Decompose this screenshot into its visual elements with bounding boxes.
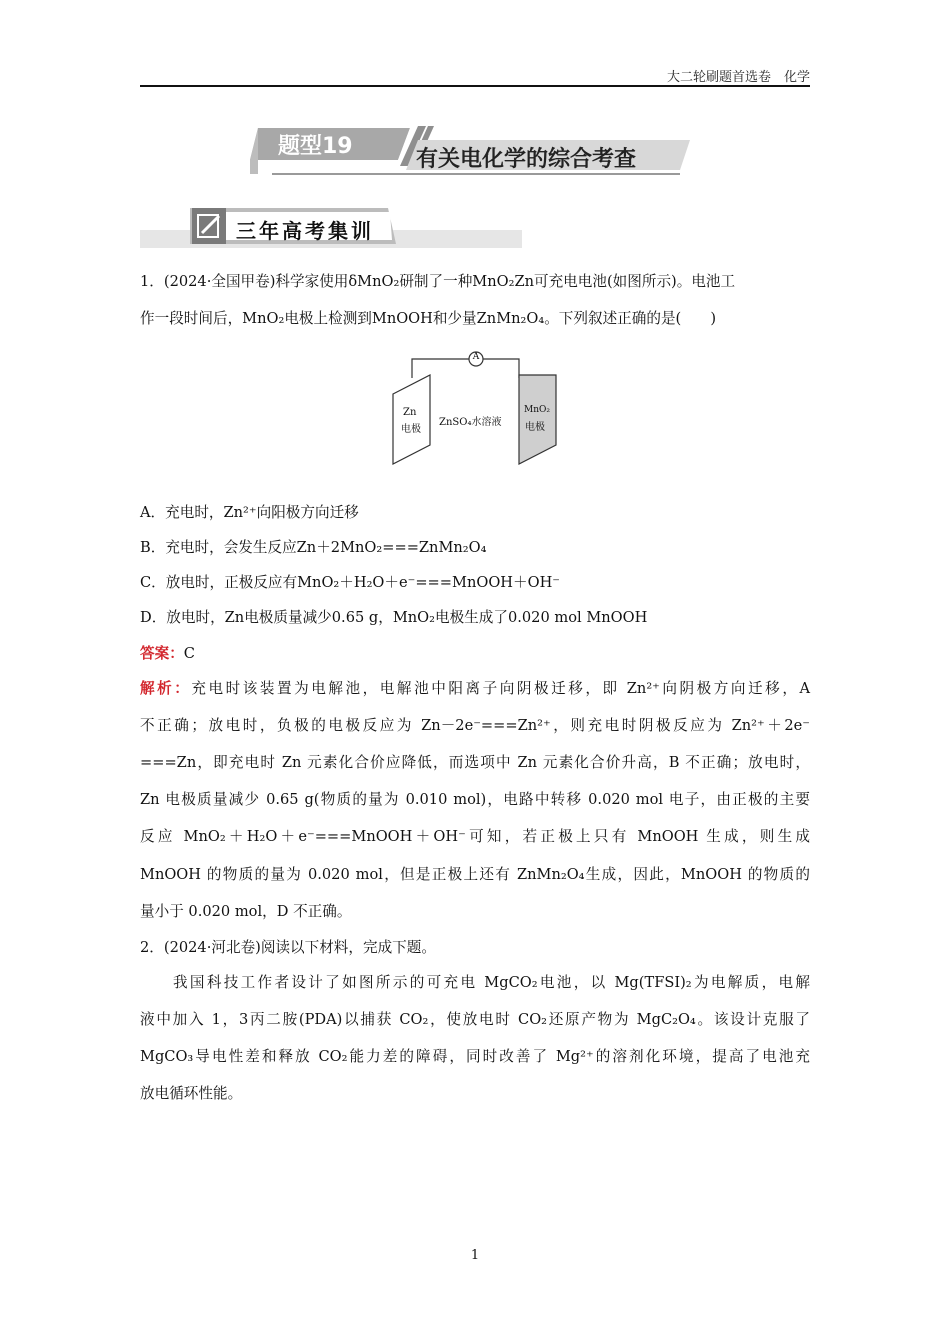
q1-option-d: D．放电时，Zn电极质量减少0.65 g，MnO₂电极生成了0.020 mol MnOOH (140, 609, 648, 626)
analysis-label: 解析： (140, 680, 192, 697)
header-subject: 化学 (783, 70, 810, 85)
analysis-text-1: 充电时该装置为电解池，电解池中阳离子向阴极迁移，即 Zn²⁺向阴极方向迁移，A (191, 680, 810, 697)
banner-title: 有关电化学的综合考查 (416, 147, 637, 172)
q1-analysis-line-2: 不正确；放电时，负极的电极反应为 Zn－2e⁻===Zn²⁺，则充电时阴极反应为 Zn²⁺＋2e⁻ (140, 717, 810, 734)
electrolyte-label: ZnSO₄水溶液 (439, 417, 502, 428)
q1-stem-line-2: 作一段时间后，MnO₂电极上检测到MnOOH和少量ZnMn₂O₄。下列叙述正确的是( ) (140, 310, 717, 327)
q2-para-line-4: 放电循环性能。 (140, 1085, 243, 1102)
q2-para-line-2: 液中加入 1，3丙二胺(PDA)以捕获 CO₂，使放电时 CO₂还原产物为 MgC₂O₄。该设计克服了 (140, 1011, 810, 1028)
banner-tag: 题型19 (278, 134, 353, 159)
q1-option-a: A．充电时，Zn²⁺向阳极方向迁移 (140, 504, 359, 521)
q1-analysis-line-1 (140, 679, 810, 699)
header-rule (140, 85, 810, 87)
mno2-electrode-label-1: MnO₂ (524, 405, 550, 415)
mno2-electrode-label-2: 电极 (525, 422, 545, 433)
q1-option-b: B．充电时，会发生反应Zn＋2MnO₂===ZnMn₂O₄ (140, 539, 487, 556)
q2-para-line-3: MgCO₃导电性差和释放 CO₂能力差的障碍，同时改善了 Mg²⁺的溶剂化环境，提高了电池充 (140, 1048, 810, 1065)
page-number: 1 (470, 1248, 480, 1263)
ammeter-label: A (472, 352, 480, 362)
q1-analysis-line-6: MnOOH 的物质的量为 0.020 mol，但是正极上还有 ZnMn₂O₄生成，因此，MnOOH 的物质的 (140, 866, 810, 883)
zn-electrode-label-1: Zn (403, 407, 417, 418)
q1-stem-line-1: 1．(2024·全国甲卷)科学家使用δMnO₂研制了一种MnO₂Zn可充电电池(如图所示)。电池工 (140, 273, 736, 290)
q1-analysis-line-5: 反应 MnO₂＋H₂O＋e⁻===MnOOH＋OH⁻可知，若正极上只有 MnOOH 生成，则生成 (140, 828, 810, 845)
q1-analysis-line-4: Zn 电极质量减少 0.65 g(物质的量为 0.010 mol)，电路中转移 0.020 mol 电子，由正极的主要 (140, 791, 810, 808)
q2-para-line-1: 我国科技工作者设计了如图所示的可充电 MgCO₂电池，以 Mg(TFSI)₂为电解质，电解 (173, 974, 810, 991)
answer-label: 答案： (140, 645, 184, 662)
zn-electrode-label-2: 电极 (401, 424, 421, 435)
q1-option-c: C．放电时，正极反应有MnO₂＋H₂O＋e⁻===MnOOH＋OH⁻ (140, 574, 560, 591)
section-title: 三年高考集训 (236, 219, 374, 243)
topic-banner (250, 122, 700, 180)
q1-analysis-line-7: 量小于 0.020 mol，D 不正确。 (140, 903, 352, 920)
q1-analysis-line-3: ===Zn，即充电时 Zn 元素化合价应降低，而选项中 Zn 元素化合价升高，B 不正确；放电时， (140, 754, 810, 771)
battery-diagram (388, 350, 560, 470)
running-header (667, 66, 810, 85)
q1-answer (140, 644, 195, 664)
section-header (140, 206, 522, 250)
answer-value: C (183, 645, 195, 662)
header-book: 大二轮刷题首选卷 (666, 70, 771, 85)
q2-stem: 2．(2024·河北卷)阅读以下材料，完成下题。 (140, 939, 436, 956)
